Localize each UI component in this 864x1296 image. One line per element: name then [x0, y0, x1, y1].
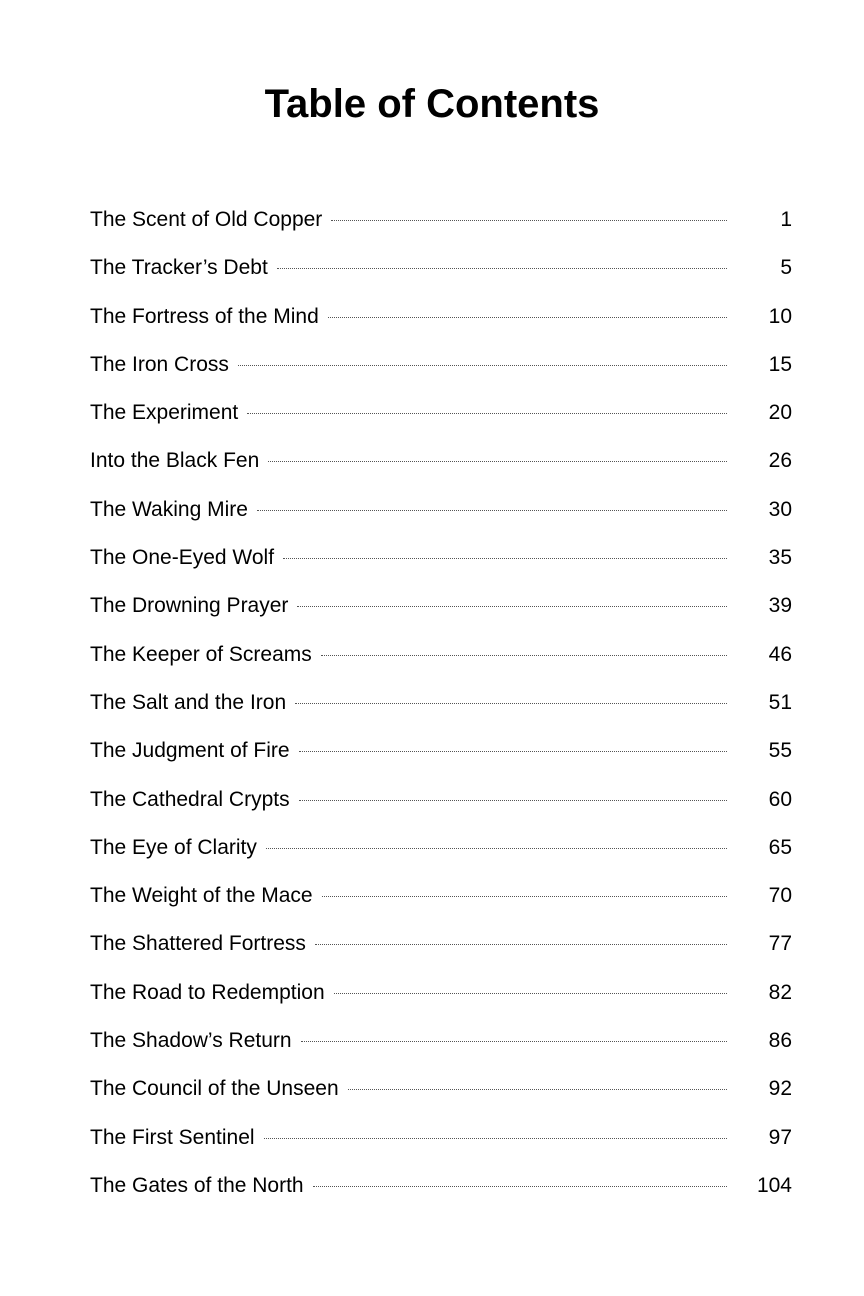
toc-entry[interactable]: [90, 293, 792, 341]
toc-entry-page-number: 97: [768, 1125, 792, 1149]
toc-entry[interactable]: [90, 776, 792, 824]
page-title: Table of Contents: [264, 82, 600, 126]
toc-entry[interactable]: [90, 582, 792, 630]
dot-leader: [321, 655, 727, 656]
toc-entry[interactable]: [90, 727, 792, 775]
toc-entry-page-number: 20: [768, 401, 792, 425]
toc-entry-title: Into the Black Fen: [90, 449, 260, 473]
toc-entry[interactable]: [90, 679, 792, 727]
toc-entry[interactable]: [90, 824, 792, 872]
toc-entry-title: The Council of the Unseen: [90, 1077, 339, 1101]
toc-entry[interactable]: [90, 969, 792, 1017]
dot-leader: [283, 558, 727, 559]
toc-entry-title: The Shadow’s Return: [90, 1029, 292, 1053]
toc-entry-page-number: 92: [768, 1077, 792, 1101]
dot-leader: [315, 944, 727, 945]
toc-entry[interactable]: [90, 920, 792, 968]
toc-entry-page-number: 82: [768, 980, 792, 1004]
toc-entry-title: The Weight of the Mace: [90, 884, 313, 908]
toc-entry-page-number: 55: [768, 739, 792, 763]
toc-entry-page-number: 5: [780, 256, 792, 280]
dot-leader: [277, 268, 727, 269]
toc-entry[interactable]: [90, 486, 792, 534]
dot-leader: [299, 751, 727, 752]
toc-entry[interactable]: [90, 872, 792, 920]
toc-entry[interactable]: [90, 196, 792, 244]
toc-entry-title: The One-Eyed Wolf: [90, 546, 275, 570]
toc-entry[interactable]: [90, 437, 792, 485]
toc-entry-title: The Gates of the North: [90, 1173, 304, 1197]
dot-leader: [299, 800, 727, 801]
toc-entry-title: The Salt and the Iron: [90, 690, 287, 714]
toc-entry-page-number: 60: [768, 787, 792, 811]
toc-entry-title: The Experiment: [90, 401, 239, 425]
toc-entry-page-number: 70: [768, 884, 792, 908]
toc-entry[interactable]: [90, 631, 792, 679]
toc-entry-title: The Keeper of Screams: [90, 642, 312, 666]
toc-entry-title: The Judgment of Fire: [90, 739, 290, 763]
dot-leader: [257, 510, 727, 511]
toc-entry[interactable]: [90, 244, 792, 292]
dot-leader: [322, 896, 727, 897]
toc-entry-title: The Waking Mire: [90, 497, 248, 521]
dot-leader: [264, 1138, 727, 1139]
dot-leader: [348, 1089, 727, 1090]
toc-entry-title: The Iron Cross: [90, 352, 229, 376]
dot-leader: [328, 317, 727, 318]
toc-entry-title: The Shattered Fortress: [90, 932, 306, 956]
toc-entry-page-number: 39: [768, 594, 792, 618]
toc-entry-page-number: 26: [768, 449, 792, 473]
toc-entry-title: The Scent of Old Copper: [90, 208, 323, 231]
toc-entry-page-number: 35: [768, 546, 792, 570]
dot-leader: [297, 606, 727, 607]
dot-leader: [266, 848, 727, 849]
dot-leader: [295, 703, 727, 704]
toc-entry-page-number: 51: [768, 690, 792, 714]
dot-leader: [247, 413, 727, 414]
toc-entry-page-number: 15: [768, 352, 792, 376]
toc-entry-title: The Cathedral Crypts: [90, 787, 290, 811]
toc-entry-page-number: 77: [768, 932, 792, 956]
toc-entry-page-number: 104: [756, 1173, 792, 1197]
toc-entry-page-number: 10: [768, 304, 792, 328]
toc-entry-page-number: 65: [768, 835, 792, 859]
toc-entry-title: The Tracker’s Debt: [90, 256, 268, 280]
toc-entry-title: The Eye of Clarity: [90, 835, 257, 859]
toc-entry[interactable]: [90, 1114, 792, 1162]
toc-entry[interactable]: [90, 341, 792, 389]
toc-entry[interactable]: [90, 1065, 792, 1113]
toc-entry[interactable]: [90, 1017, 792, 1065]
dot-leader: [313, 1186, 727, 1187]
toc-entry[interactable]: [90, 534, 792, 582]
dot-leader: [331, 220, 727, 221]
toc-entry-page-number: 86: [768, 1029, 792, 1053]
toc-entry[interactable]: [90, 389, 792, 437]
toc-entry-title: The Road to Redemption: [90, 980, 325, 1004]
toc-entry-title: The Drowning Prayer: [90, 594, 289, 618]
dot-leader: [301, 1041, 727, 1042]
dot-leader: [268, 461, 727, 462]
toc-entry-page-number: 46: [768, 642, 792, 666]
toc-entry-title: The First Sentinel: [90, 1125, 255, 1149]
toc-entry-title: The Fortress of the Mind: [90, 304, 319, 328]
table-of-contents: [90, 196, 792, 1210]
toc-entry-page-number: 1: [780, 208, 792, 231]
toc-entry[interactable]: [90, 1162, 792, 1210]
dot-leader: [334, 993, 727, 994]
toc-entry-page-number: 30: [768, 497, 792, 521]
dot-leader: [238, 365, 727, 366]
